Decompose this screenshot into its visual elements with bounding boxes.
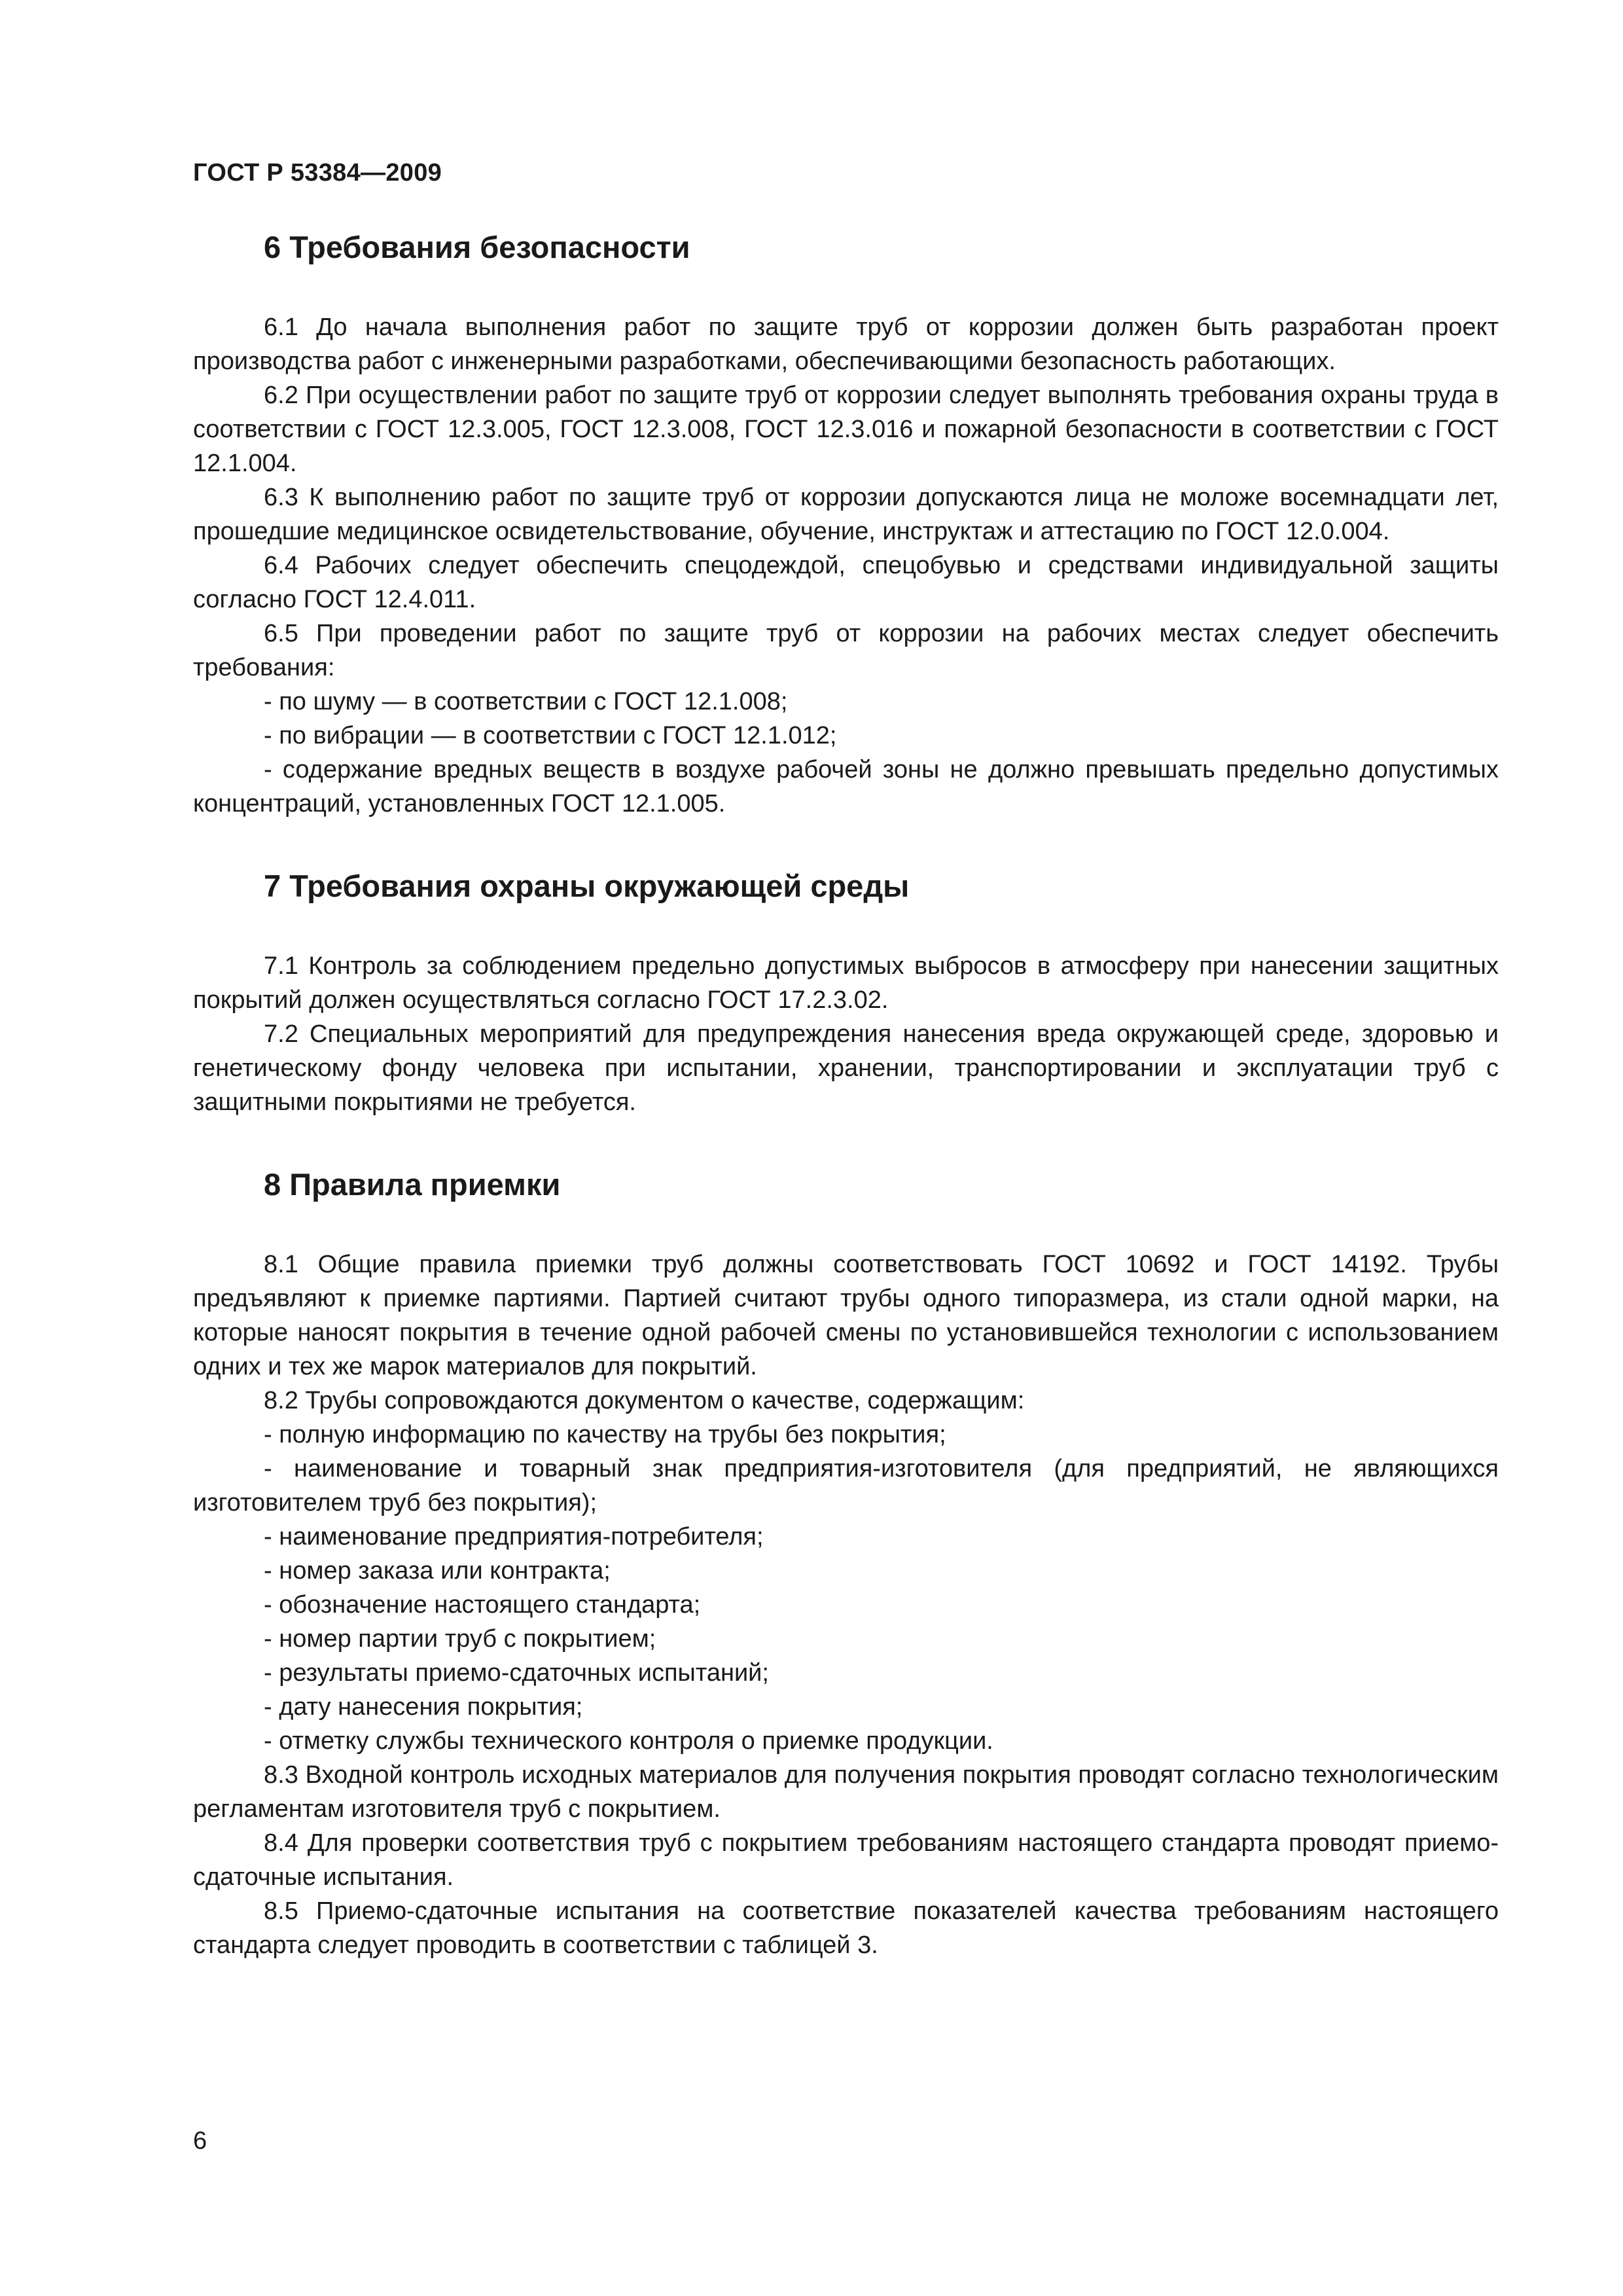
list-item: - полную информацию по качеству на трубы без покрытия;: [264, 1421, 946, 1448]
list-item: - номер заказа или контракта;: [264, 1557, 611, 1585]
paragraph-6-5: 6.5 При проведении работ по защите труб от коррозии на рабочих местах следует обеспечить требования:: [193, 620, 1499, 681]
section-title: 8 Правила приемки: [264, 1167, 561, 1202]
section-title: 6 Требования безопасности: [264, 230, 690, 264]
paragraph-6-3: 6.3 К выполнению работ по защите труб от коррозии допускаются лица не моложе восемнадцати лет, прошедшие медицинское освидетельствование, обучение, инструктаж и аттестацию по ГОСТ 12.0.004.: [193, 484, 1499, 545]
paragraph-7-1: 7.1 Контроль за соблюдением предельно допустимых выбросов в атмосферу при нанесении защитных покрытий должен осуществляться согласно ГОСТ 17.2.3.02.: [193, 952, 1499, 1014]
list-item: - наименование и товарный знак предприятия-изготовителя (для предприятий, не являющихся изготовителем труб без покрытия);: [193, 1455, 1499, 1516]
page-number: 6: [193, 2127, 207, 2155]
paragraph-8-1: 8.1 Общие правила приемки труб должны соответствовать ГОСТ 10692 и ГОСТ 14192. Трубы предъявляют к приемке партиями. Партией считают трубы одного типоразмера, из стали одной марки, на которые наносят покрытия в течение одной рабочей смены по установившейся технологии с использованием одних и тех же марок материалов для покрытий.: [193, 1251, 1499, 1380]
list-item: - номер партии труб с покрытием;: [264, 1625, 656, 1653]
list-item: - обозначение настоящего стандарта;: [264, 1591, 701, 1619]
paragraph-8-5: 8.5 Приемо-сдаточные испытания на соответствие показателей качества требованиям настоящего стандарта следует проводить в соответствии с таблицей 3.: [193, 1897, 1499, 1959]
paragraph-6-4: 6.4 Рабочих следует обеспечить спецодеждой, спецобувью и средствами индивидуальной защиты согласно ГОСТ 12.4.011.: [193, 552, 1499, 613]
paragraph-6-1: 6.1 До начала выполнения работ по защите труб от коррозии должен быть разработан проект производства работ с инженерными разработками, обеспечивающими безопасность работающих.: [193, 314, 1499, 375]
document-body: [193, 228, 1499, 1962]
paragraph-8-2: 8.2 Трубы сопровождаются документом о качестве, содержащим:: [264, 1387, 1025, 1414]
list-item: - отметку службы технического контроля о приемке продукции.: [264, 1727, 993, 1755]
list-item: - по шуму — в соответствии с ГОСТ 12.1.008;: [264, 688, 788, 715]
paragraph-6-2: 6.2 При осуществлении работ по защите труб от коррозии следует выполнять требования охраны труда в соответствии с ГОСТ 12.3.005, ГОСТ 12.3.008, ГОСТ 12.3.016 и пожарной безопасности в соответствии с ГОСТ 12.1.004.: [193, 382, 1499, 477]
list-item: - наименование предприятия-потребителя;: [264, 1523, 764, 1551]
list-item: - дату нанесения покрытия;: [264, 1693, 583, 1721]
paragraph-7-2: 7.2 Специальных мероприятий для предупреждения нанесения вреда окружающей среде, здоровью и генетическому фонду человека при испытании, хранении, транспортировании и эксплуатации труб с защитными покрытиями не требуется.: [193, 1020, 1499, 1116]
document-header: ГОСТ Р 53384—2009: [193, 159, 442, 187]
section-7: [193, 867, 1499, 1119]
section-6: [193, 228, 1499, 821]
list-item: - содержание вредных веществ в воздухе рабочей зоны не должно превышать предельно допустимых концентраций, установленных ГОСТ 12.1.005.: [193, 756, 1499, 817]
section-8: [193, 1165, 1499, 1962]
paragraph-8-4: 8.4 Для проверки соответствия труб с покрытием требованиям настоящего стандарта проводят приемо-сдаточные испытания.: [193, 1829, 1499, 1891]
list-item: - по вибрации — в соответствии с ГОСТ 12.1.012;: [264, 722, 837, 749]
paragraph-8-3: 8.3 Входной контроль исходных материалов для получения покрытия проводят согласно технологическим регламентам изготовителя труб с покрытием.: [193, 1761, 1499, 1823]
section-title: 7 Требования охраны окружающей среды: [264, 869, 910, 903]
list-item: - результаты приемо-сдаточных испытаний;: [264, 1659, 769, 1687]
